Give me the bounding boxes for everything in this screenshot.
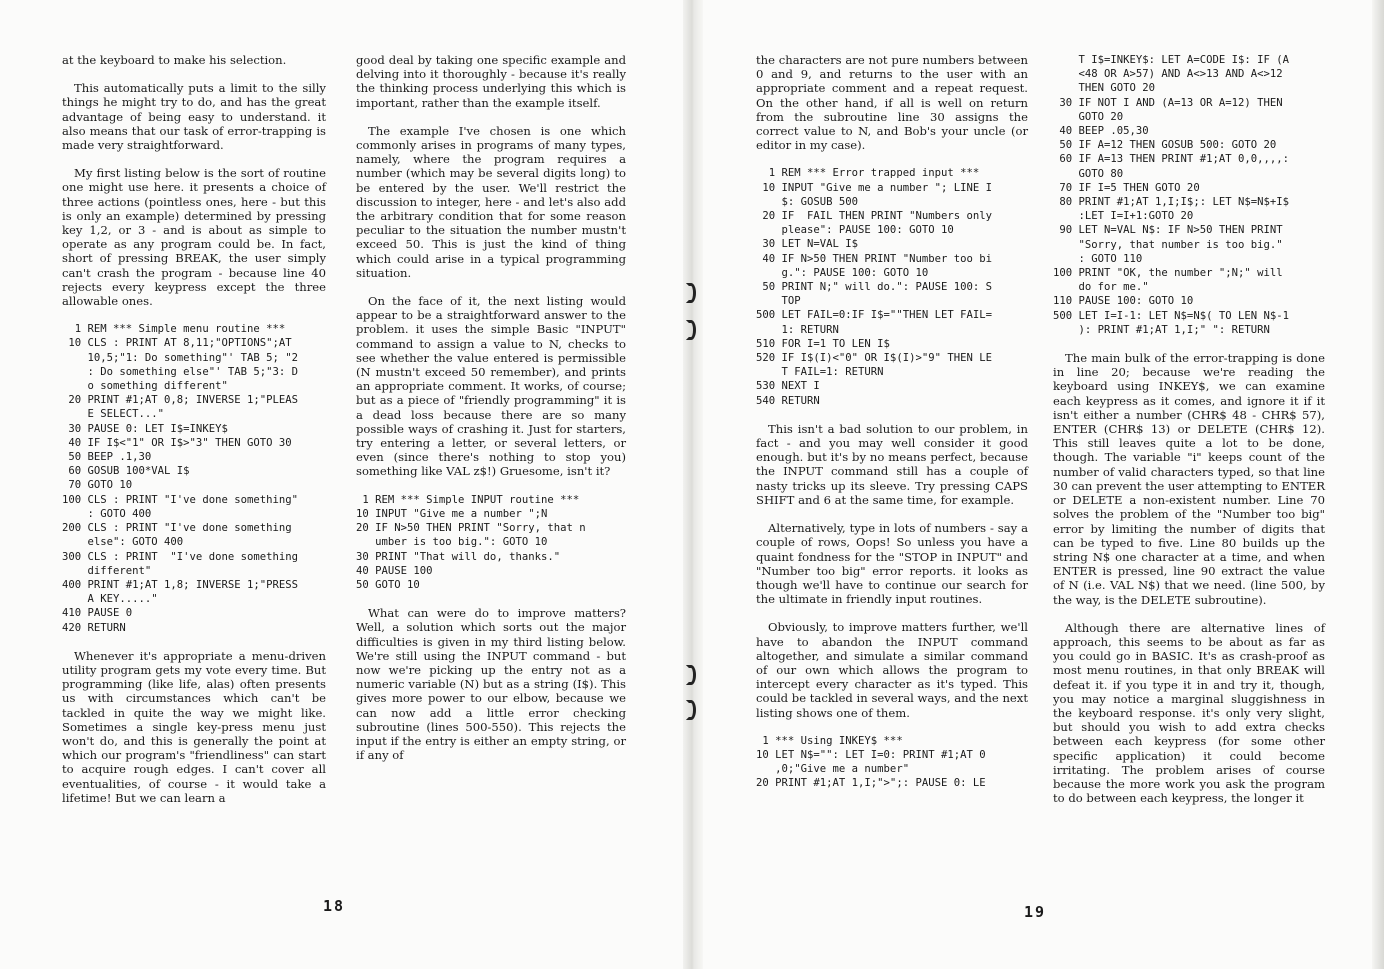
binding-hole-mark [686, 320, 696, 340]
right-page-column-2 [1053, 53, 1325, 819]
right-page-column-1 [756, 53, 1028, 805]
paragraph: the characters are not pure numbers between 0 and 9, and returns to the user with an appropriate comment and a repeat request. On the other hand, if all is well on return from the subroutine line 30 assigns the correct value to N, and Bob's your uncle (or editor in my case). [756, 53, 1028, 153]
code-listing-input-routine: 1 REM *** Simple INPUT routine *** 10 INPUT "Give me a number ";N 20 IF N>50 THEN PRINT "Sorry, that n umber is too big.": GOTO 10 30 PRINT "That will do, thanks." 40 PAUSE 100 50 GOTO 10 [356, 493, 586, 591]
binding-hole-mark [686, 283, 696, 303]
code-listing-inkey-start: 1 *** Using INKEY$ *** 10 LET N$="": LET I=0: PRINT #1;AT 0 ,0;"Give me a number" 20 PRINT #1;AT 1,I;">";: PAUSE 0: LE [756, 734, 986, 790]
paragraph: Alternatively, type in lots of numbers - say a couple of rows, Oops! So unless you have a quaint fondness for the "STOP in INPUT" and "Number too big" error reports. it looks as though we'll have to continue our search for the ultimate in friendly input routines. [756, 521, 1028, 607]
paragraph: The example I've chosen is one which commonly arises in programs of many types, namely, where the program requires a number (which may be several digits long) to be entered by the user. We'll restrict the discussion to integer, here - and let's also add the arbitrary condition that for some reason peculiar to the situation the number mustn't exceed 50. This is just the kind of thing which could arise in a typical programming situation. [356, 123, 626, 280]
code-listing-inkey-continued: T I$=INKEY$: LET A=CODE I$: IF (A <48 OR A>57) AND A<>13 AND A<>12 THEN GOTO 20 30 IF NOT I AND (A=13 OR A=12) THEN GOTO 20 40 BEEP .05,30 50 IF A=12 THEN GOSUB 500: GOTO 20 60 IF A=13 THEN PRINT #1;AT 0,0,,,,: GOTO 80 70 IF I=5 THEN GOTO 20 80 PRINT #1;AT 1,I;I$;: LET N$=N$+I$ :LET I=I+1:GOTO 20 90 LET N=VAL N$: IF N>50 THEN PRINT "Sorry, that number is too big." : GOTO 110 100 PRINT "OK, the number ";N;" will do for me." 110 PAUSE 100: GOTO 10 500 LET I=I-1: LET N$=N$( TO LEN N$-1 ): PRINT #1;AT 1,I;" ": RETURN [1053, 54, 1289, 336]
paragraph: Whenever it's appropriate a menu-driven utility program gets my vote every time. But programming (like life, alas) often presents us with circumstances which can't be tackled in quite the way we might like. Sometimes a single key-press menu just won't do, and this is generally the point at which our program's "friendliness" can start to acquire rough edges. I can't cover all eventualities, of course - it would take a lifetime! But we can learn a [62, 648, 326, 805]
page-edge [1372, 0, 1384, 969]
page-number-left: 18 [323, 897, 346, 915]
code-listing-menu-routine: 1 REM *** Simple menu routine *** 10 CLS : PRINT AT 8,11;"OPTIONS";AT 10,5;"1: Do something"' TAB 5; "2 : Do something else"' TAB 5;"3: D o something different" 20 PRINT #1;AT 0,8; INVERSE 1;"PLEAS E SELECT..." 30 PAUSE 0: LET I$=INKEY$ 40 IF I$<"1" OR I$>"3" THEN GOTO 30 50 BEEP .1,30 60 GOSUB 100*VAL I$ 70 GOTO 10 100 CLS : PRINT "I've done something" : GOTO 400 200 CLS : PRINT "I've done something else": GOTO 400 300 CLS : PRINT "I've done something different" 400 PRINT #1;AT 1,8; INVERSE 1;"PRESS A KEY....." 410 PAUSE 0 420 RETURN [62, 323, 298, 634]
paragraph: On the face of it, the next listing would appear to be a straightforward answer to the problem. it uses the simple Basic "INPUT" command to assign a value to N, checks to see whether the value entered is permissible (N mustn't exceed 50 remember), and prints an appropriate comment. It works, of course; but as a piece of "friendly programming" it is a dead loss because there are so many possible ways of crashing it. Just for starters, try entering a letter, or several letters, or even (since there's nothing to stop you) something like VAL z$!) Gruesome, isn't it? [356, 294, 626, 479]
left-page-column-1 [62, 53, 326, 819]
page-number-right: 19 [1024, 903, 1047, 921]
binding-hole-mark [686, 700, 696, 720]
paragraph: My first listing below is the sort of routine one might use here. it presents a choice of three actions (pointless ones, here - but this is only an example) determined by pressing key 1,2, or 3 - and is about as simple to operate as any program could be. In fact, short of pressing BREAK, the user simply can't crash the program - because line 40 rejects every keypress except the three allowable ones. [62, 166, 326, 309]
paragraph: Obviously, to improve matters further, we'll have to abandon the INPUT command altogether, and simulate a similar command of our own which allows the program to intercept every character as it's typed. This could be tackled in several ways, and the next listing shows one of them. [756, 620, 1028, 720]
code-listing-error-trapped-input: 1 REM *** Error trapped input *** 10 INPUT "Give me a number "; LINE I $: GOSUB 500 20 IF FAIL THEN PRINT "Numbers only please": PAUSE 100: GOTO 10 30 LET N=VAL I$ 40 IF N>50 THEN PRINT "Number too bi g.": PAUSE 100: GOTO 10 50 PRINT N;" will do.": PAUSE 100: S TOP 500 LET FAIL=0:IF I$=""THEN LET FAIL= 1: RETURN 510 FOR I=1 TO LEN I$ 520 IF I$(I)<"0" OR I$(I)>"9" THEN LE T FAIL=1: RETURN 530 NEXT I 540 RETURN [756, 167, 992, 407]
paragraph: at the keyboard to make his selection. [62, 53, 287, 67]
paragraph: The main bulk of the error-trapping is done in line 20; because we're reading the keyboard using INKEY$, we can examine each keypress as it comes, and ignore it if it isn't either a number (CHR$ 48 - CHR$ 57), ENTER (CHR$ 13) or DELETE (CHR$ 12). This still leaves quite a lot to be done, though. The variable "i" keeps count of the number of valid characters typed, so that line 30 can prevent the user attempting to ENTER or DELETE a non-existent number. Line 70 solves the problem of the "Number too big" error by limiting the number of digits that can be typed to five. Line 80 builds up the string N$ one character at a time, and when ENTER is pressed, line 90 extract the value of N (i.e. VAL N$) that we need. (line 500, by the way, is the DELETE subroutine). [1053, 351, 1325, 607]
paragraph: Although there are alternative lines of approach, this seems to be about as far as you could go in BASIC. It's as crash-proof as most menu routines, in that only BREAK will defeat it. if you type it in and try it, though, you may notice a marginal sluggishness in the keyboard response. it's only very slight, but should you wish to add extra checks between each keypress (for some other specific application) it could become irritating. The problem arises of course because the more work you ask the program to do between each keypress, the longer it [1053, 620, 1325, 806]
paragraph: good deal by taking one specific example and delving into it thoroughly - because it's really the thinking process underlying this which is important, rather than the example itself. [356, 53, 626, 110]
page-gutter [683, 0, 703, 969]
paragraph: This automatically puts a limit to the silly things he might try to do, and has the great advantage of being easy to understand. it also means that our task of error-trapping is made very straightforward. [62, 81, 326, 153]
paragraph: What can were do to improve matters? Well, a solution which sorts out the major difficulties is given in my third listing below. We're still using the INPUT command - but now we're picking up the entry not as a numeric variable (N) but as a string (I$). This gives more power to our elbow, because we can now add a little error checking subroutine (lines 500-550). This rejects the input if the entry is either an empty string, or if any of [356, 606, 626, 763]
binding-hole-mark [686, 665, 696, 685]
paragraph: This isn't a bad solution to our problem, in fact - and you may well consider it good enough. but it's by no means perfect, because the INPUT command still has a couple of nasty tricks up its sleeve. Try pressing CAPS SHIFT and 6 at the same time, for example. [756, 421, 1028, 507]
left-page-column-2 [356, 53, 626, 776]
